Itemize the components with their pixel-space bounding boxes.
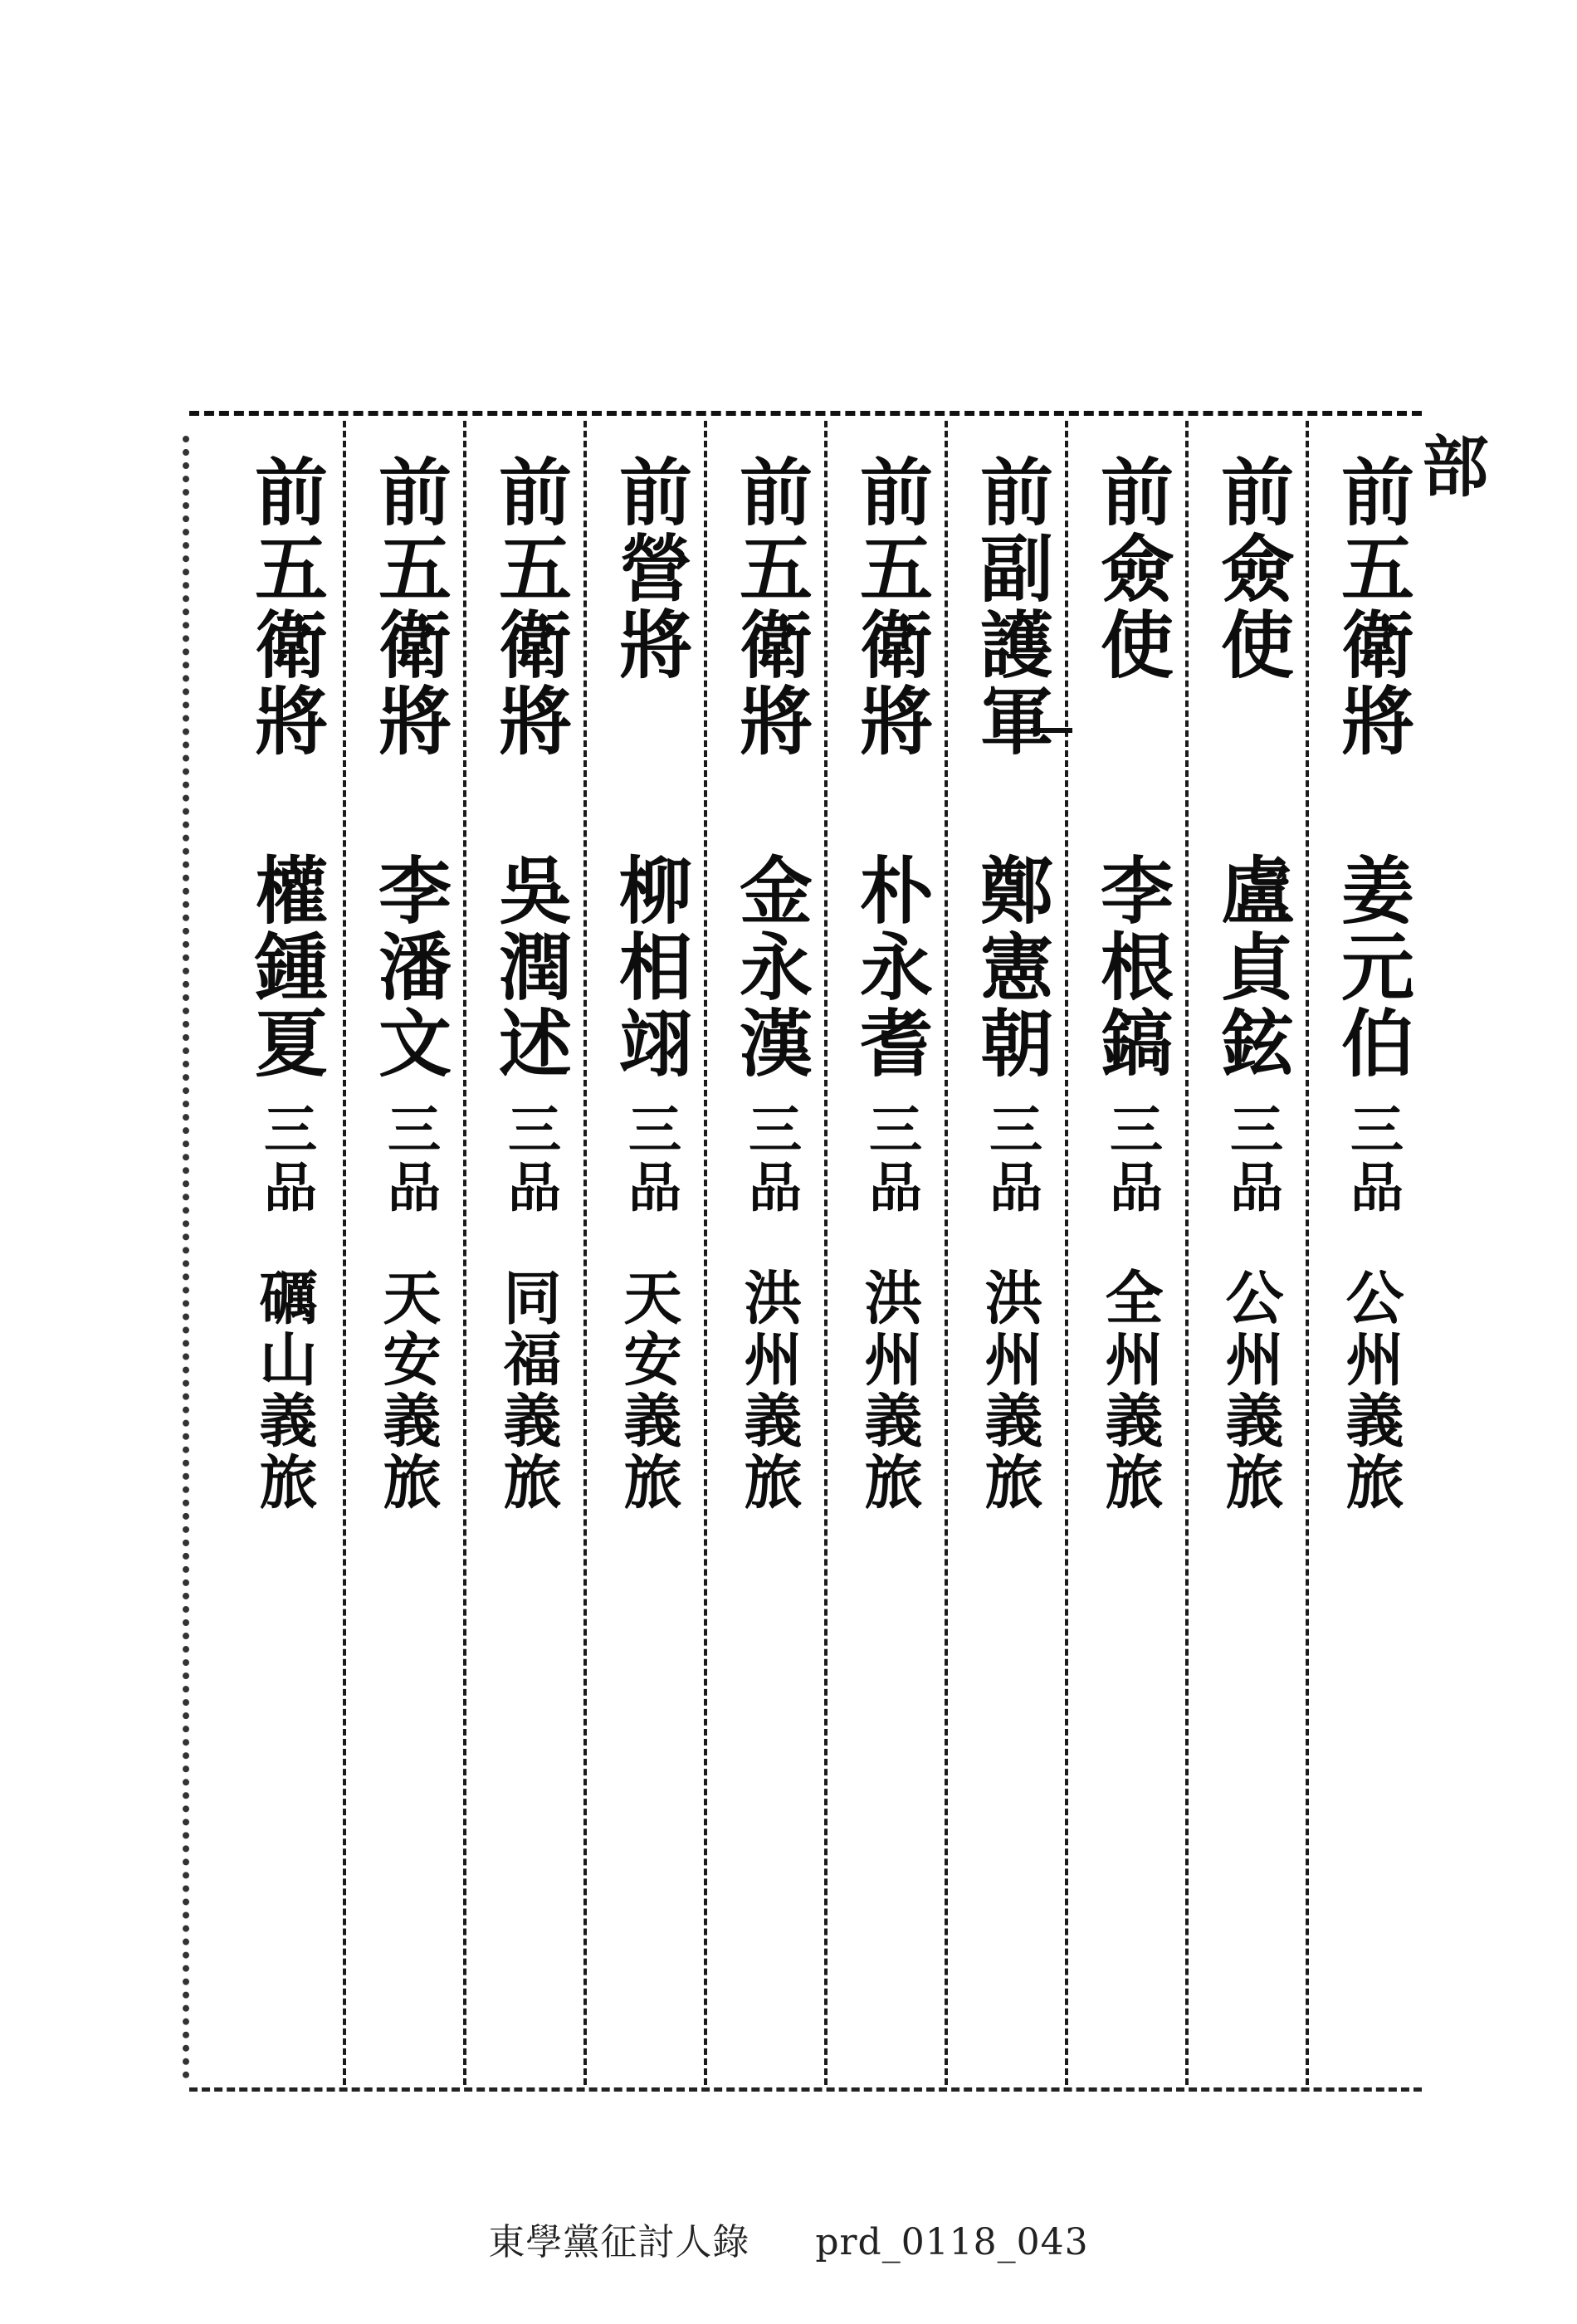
entry-origin: 洪州義旅 xyxy=(855,1267,924,1513)
entry-column xyxy=(1065,421,1176,2085)
entry-column xyxy=(583,421,695,2085)
entry-title: 前五衛將 xyxy=(1330,454,1416,759)
entry-title: 前五衛將 xyxy=(487,454,574,759)
entry-column xyxy=(1185,421,1296,2085)
entry-name: 金永漢 xyxy=(728,852,814,1081)
entry-rank: 三品 xyxy=(740,1101,802,1218)
entry-column xyxy=(343,421,454,2085)
entry-origin: 洪州義旅 xyxy=(735,1267,803,1513)
entry-title: 前五衛將 xyxy=(367,454,453,759)
left-edge xyxy=(183,436,189,2079)
entry-title: 前副護軍 xyxy=(969,454,1055,759)
entry-column xyxy=(463,421,574,2085)
entry-column xyxy=(1306,421,1417,2085)
entry-title: 前五衛將 xyxy=(848,454,935,759)
entry-origin: 全州義旅 xyxy=(1096,1267,1164,1513)
entry-origin: 同福義旅 xyxy=(494,1267,563,1513)
entry-title: 前僉使 xyxy=(1089,454,1175,683)
book-title: 東學黨征討人錄 xyxy=(488,2221,750,2263)
register-table xyxy=(189,411,1422,2096)
header-fragment: 部 xyxy=(1411,432,1489,498)
top-rule xyxy=(189,411,1422,416)
entry-name: 李潘文 xyxy=(367,852,453,1081)
entry-name: 盧貞鉉 xyxy=(1209,852,1296,1081)
entry-origin: 礪山義旅 xyxy=(250,1267,319,1513)
entry-rank: 三品 xyxy=(1341,1101,1404,1218)
entry-origin: 洪州義旅 xyxy=(975,1267,1044,1513)
entry-rank: 三品 xyxy=(378,1101,441,1218)
entry-name: 柳相翊 xyxy=(608,852,694,1081)
entry-rank: 三品 xyxy=(1101,1101,1163,1218)
entry-column xyxy=(945,421,1056,2085)
entry-rank: 三品 xyxy=(619,1101,681,1218)
entry-column xyxy=(222,421,330,2085)
entry-origin: 公州義旅 xyxy=(1216,1267,1285,1513)
entry-column xyxy=(824,421,935,2085)
entry-name: 朴永耆 xyxy=(848,852,935,1081)
bottom-rule xyxy=(189,2087,1422,2092)
entry-name: 權鍾夏 xyxy=(243,852,330,1081)
entry-rank: 三品 xyxy=(1221,1101,1283,1218)
entry-rank: 三品 xyxy=(255,1101,317,1218)
entry-origin: 天安義旅 xyxy=(614,1267,683,1513)
entry-rank: 三品 xyxy=(499,1101,561,1218)
entry-title: 前五衛將 xyxy=(728,454,814,759)
page-id: prd_0118_043 xyxy=(815,2221,1089,2263)
entry-title: 前五衛將 xyxy=(243,454,330,759)
entry-rank: 三品 xyxy=(860,1101,922,1218)
page-footer xyxy=(0,2212,1577,2265)
entry-rank: 三品 xyxy=(980,1101,1042,1218)
entry-origin: 公州義旅 xyxy=(1336,1267,1405,1513)
entry-name: 吳潤述 xyxy=(487,852,574,1081)
entry-origin: 天安義旅 xyxy=(374,1267,442,1513)
entry-name: 李根鎬 xyxy=(1089,852,1175,1081)
entry-name: 姜元伯 xyxy=(1330,852,1416,1081)
entry-title: 前營將 xyxy=(608,454,694,683)
entry-name: 鄭憲朝 xyxy=(969,852,1055,1081)
entry-column xyxy=(704,421,815,2085)
entry-title: 前僉使 xyxy=(1209,454,1296,683)
